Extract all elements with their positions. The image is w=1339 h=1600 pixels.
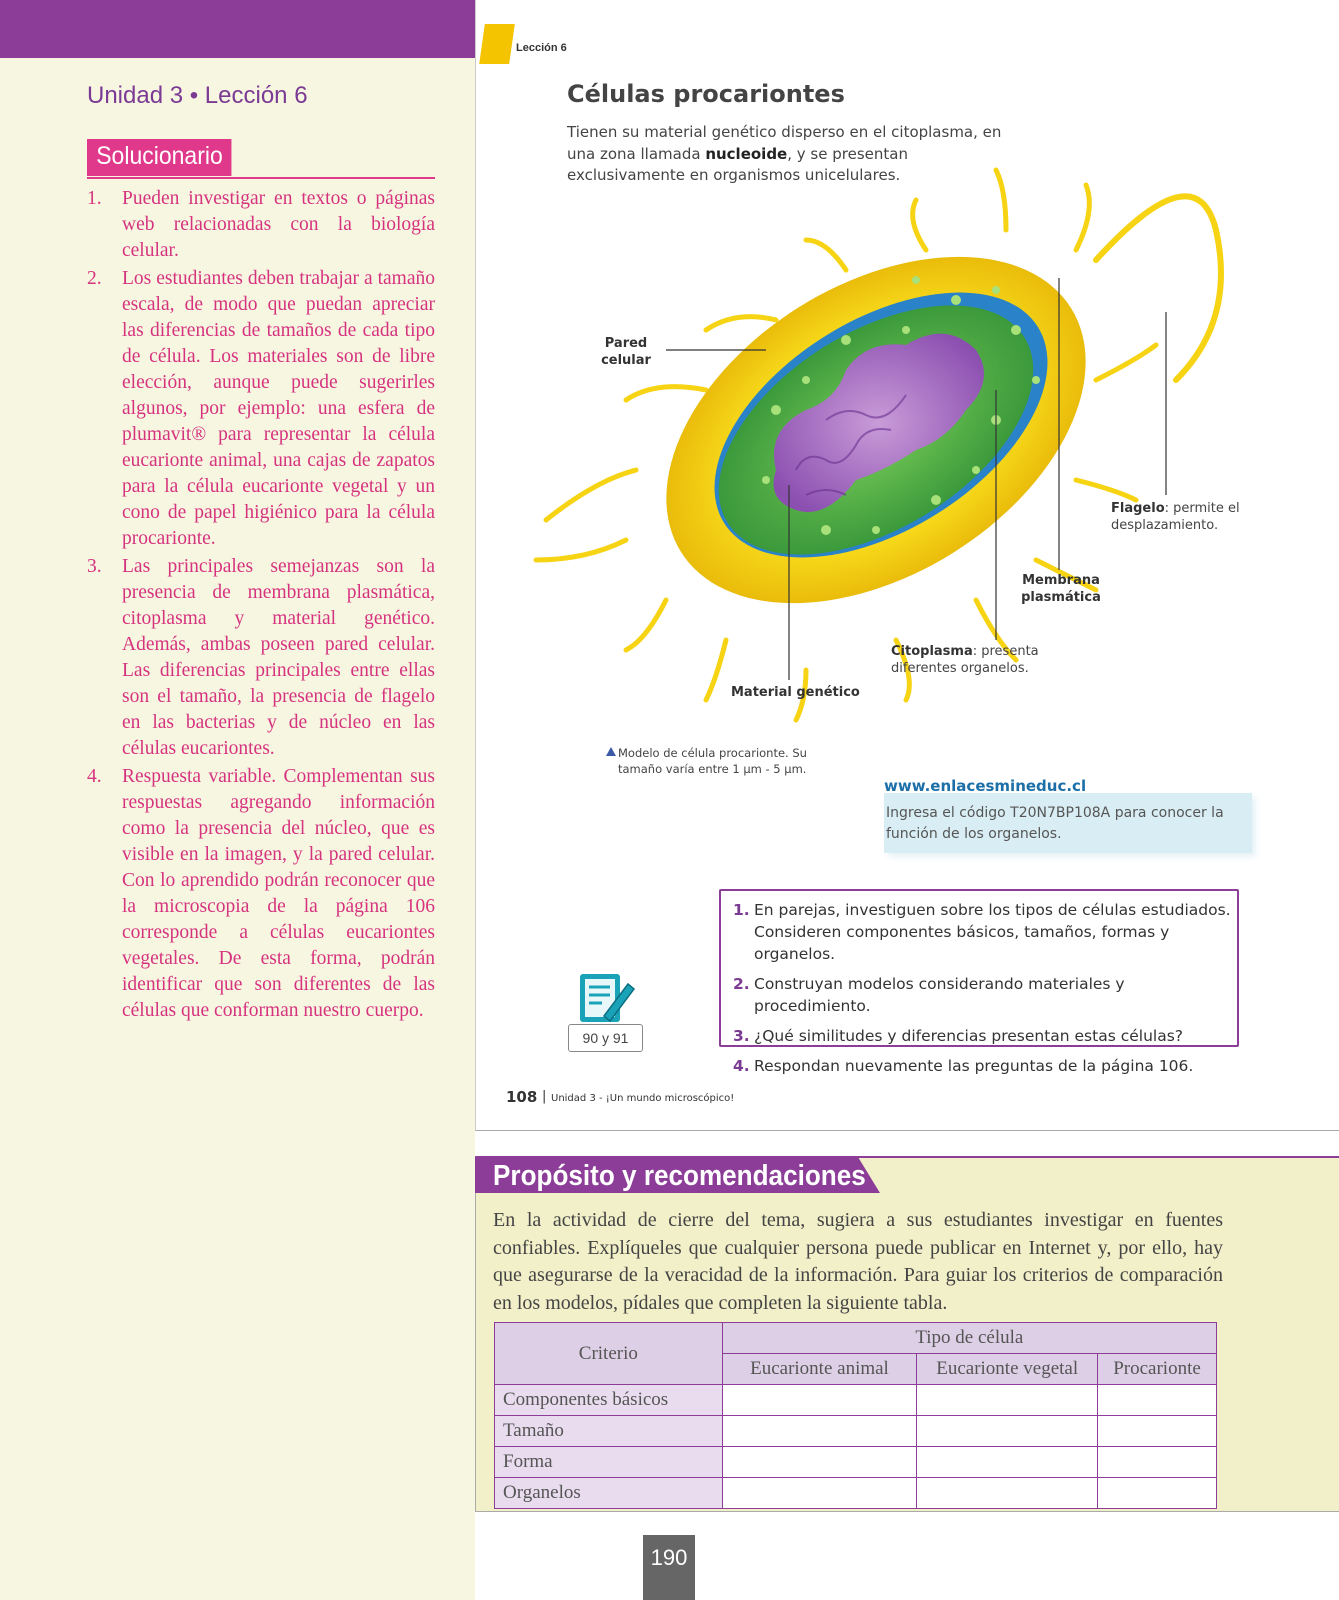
page-number: 190: [650, 1545, 688, 1570]
table-cell: [1098, 1385, 1217, 1416]
answer-item: [87, 764, 435, 1024]
table-row: [495, 1385, 1217, 1416]
row-header: Organelos: [495, 1478, 723, 1509]
footer-unit-text: Unidad 3 - ¡Un mundo microscópico!: [551, 1093, 735, 1104]
table-row: [495, 1447, 1217, 1478]
table-cell: [917, 1478, 1098, 1509]
answer-item: [87, 266, 435, 552]
activity-item: 4. Respondan nuevamente las preguntas de la página 106.: [733, 1057, 1194, 1075]
table-cell: [722, 1416, 917, 1447]
flagellum: [1096, 196, 1221, 380]
table-cell: [722, 1385, 917, 1416]
row-header: Forma: [495, 1447, 723, 1478]
table-row: [495, 1478, 1217, 1509]
table-cell: [722, 1478, 917, 1509]
table-row: [495, 1416, 1217, 1447]
page-title: Células procariontes: [567, 80, 845, 108]
header-band: [0, 0, 475, 58]
purpose-text: En la actividad de cierre del tema, sugiera a sus estudiantes investigar en fuentes confiables. Explíqueles que cualquier persona puede publicar en Internet y, por ello, hay que asegurarse de la veracidad de la información. Para guiar los criterios de comparación en los modelos, pídales que completen la siguiente tabla.: [493, 1209, 1223, 1314]
table-cell: [1098, 1478, 1217, 1509]
figure-caption: Modelo de célula procarionte. Su tamaño varía entre 1 µm - 5 µm.: [618, 746, 807, 776]
answer-number: 2.: [87, 268, 102, 289]
row-header: Tamaño: [495, 1416, 723, 1447]
reference-pages: 90 y 91: [568, 1024, 643, 1052]
table-cell: [917, 1416, 1098, 1447]
column-header: Eucarionte vegetal: [917, 1354, 1098, 1385]
answer-item: [87, 186, 435, 264]
label-flagelo: Flagelo: permite el desplazamiento.: [1111, 501, 1240, 533]
answer-text: Respuesta variable. Complementan sus respuestas agregando información como la presencia del núcleo, que es visible en la imagen, y la pared celular. Con lo aprendido podrán reconocer que la microscopia de la página 106 corresponde a células eucariontes vegetales. De esta forma, podrán identificar que son diferentes de las células que conforman nuestro cuerpo.: [122, 766, 435, 1021]
table-cell: [722, 1447, 917, 1478]
footer-separator: |: [542, 1089, 547, 1104]
intro-text: Tienen su material genético disperso en el citoplasma, en una zona llamada nucleoide, y se presentan exclusivamente en organismos unicelulares.: [567, 123, 1002, 184]
answer-item: [87, 554, 435, 762]
activity-item: 2. Construyan modelos considerando materiales y procedimiento.: [733, 975, 1125, 1015]
criterio-header: Criterio: [495, 1323, 723, 1385]
activity-item: 3. ¿Qué similitudes y diferencias presentan estas células?: [733, 1027, 1184, 1045]
prokaryote-cell-illustration: [476, 0, 1339, 740]
table-cell: [917, 1447, 1098, 1478]
answer-text: Pueden investigar en textos o páginas web relacionadas con la biología celular.: [122, 188, 435, 261]
label-pared-celular: Pared celular: [601, 336, 651, 368]
resource-link[interactable]: www.enlacesmineduc.cl: [884, 777, 1087, 795]
lesson-tag: Lección 6: [516, 42, 567, 54]
textbook-page: [475, 0, 1339, 1131]
unit-title: Unidad 3 • Lección 6: [87, 82, 308, 109]
table-cell: [1098, 1416, 1217, 1447]
solucionario-header: [87, 139, 435, 179]
row-header: Componentes básicos: [495, 1385, 723, 1416]
criteria-table: [494, 1322, 1217, 1509]
answer-number: 4.: [87, 766, 102, 787]
answer-number: 3.: [87, 556, 102, 577]
activity-item: 1. En parejas, investiguen sobre los tipos de células estudiados. Consideren componentes básicos, tamaños, formas y organelos.: [733, 901, 1231, 963]
label-citoplasma: Citoplasma: presenta diferentes organelos.: [891, 644, 1039, 676]
column-header: Eucarionte animal: [722, 1354, 917, 1385]
purpose-title: Propósito y recomendaciones: [493, 1160, 866, 1192]
label-membrana: Membrana plasmática: [1021, 573, 1101, 605]
textbook-page-number: 108: [506, 1088, 538, 1106]
answer-text: Los estudiantes deben trabajar a tamaño escala, de modo que puedan apreciar las diferencias de tamaños de cada tipo de célula. Los materiales son de libre elección, aunque puede sugerirles algunos, por ejemplo: una esfera de plumavit® para representar la célula eucarionte animal, una cajas de zapatos para la célula eucarionte vegetal y un cono de papel higiénico para la célula procarionte.: [122, 268, 435, 549]
tipo-celula-header: Tipo de célula: [722, 1323, 1216, 1354]
label-material-genetico: Material genético: [731, 685, 860, 700]
column-header: Procarionte: [1098, 1354, 1217, 1385]
answer-number: 1.: [87, 188, 102, 209]
table-cell: [1098, 1447, 1217, 1478]
link-description: Ingresa el código T20N7BP108A para conocer la función de los organelos.: [886, 805, 1224, 842]
solucionario-label: Solucionario: [87, 139, 231, 176]
answer-text: Las principales semejanzas son la presencia de membrana plasmática, citoplasma y material genético. Además, ambas poseen pared celular. Las diferencias principales entre ellas son el tamaño, la presencia de flagelo en las bacterias y de núcleo en las células eucariontes.: [122, 556, 435, 759]
answers-list: [87, 186, 435, 1026]
table-cell: [917, 1385, 1098, 1416]
activities-list: [733, 899, 1233, 1085]
